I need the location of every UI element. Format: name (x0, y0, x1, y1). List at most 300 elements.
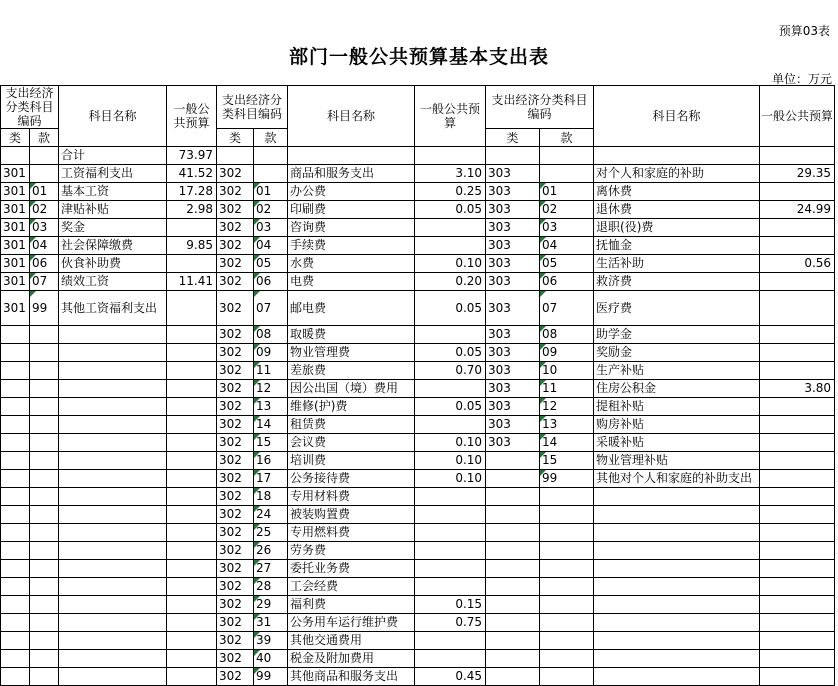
table-row (1, 219, 835, 237)
cell-b-lei: 302 (217, 488, 254, 506)
cell-c-kuan: 02 (540, 201, 594, 219)
cell-c-name: 救济费 (594, 273, 760, 291)
cell-b-name: 工会经费 (288, 578, 415, 596)
cell-b-lei: 302 (217, 596, 254, 614)
cell-c-amount (760, 273, 835, 291)
cell-a-kuan (30, 560, 59, 578)
cell-b-lei: 302 (217, 255, 254, 273)
cell-a-kuan (30, 452, 59, 470)
cell-b-kuan: 03 (254, 219, 288, 237)
table-row (1, 380, 835, 398)
cell-c-lei: 303 (486, 273, 540, 291)
cell-b-amount (415, 326, 486, 344)
cell-a-kuan (30, 398, 59, 416)
cell-c-kuan: 04 (540, 237, 594, 255)
cell-c-kuan (540, 596, 594, 614)
cell-c-amount (760, 434, 835, 452)
cell-a-name: 基本工资 (59, 183, 167, 201)
cell-c-amount (760, 291, 835, 326)
cell-a-name (59, 344, 167, 362)
header-row-1 (1, 86, 835, 129)
cell-a-amount: 2.98 (167, 201, 217, 219)
table-row (1, 650, 835, 668)
cell-b-name: 差旅费 (288, 362, 415, 380)
cell-c-kuan (540, 614, 594, 632)
cell-a-amount (167, 344, 217, 362)
cell-b-name: 委托业务费 (288, 560, 415, 578)
cell-a-kuan (30, 614, 59, 632)
cell-a-lei (1, 147, 30, 165)
cell-c-kuan (540, 650, 594, 668)
cell-a-amount (167, 362, 217, 380)
cell-c-lei: 303 (486, 201, 540, 219)
budget-table (0, 85, 835, 686)
cell-b-kuan: 17 (254, 470, 288, 488)
cell-b-name: 商品和服务支出 (288, 165, 415, 183)
cell-c-name: 离休费 (594, 183, 760, 201)
cell-b-kuan: 13 (254, 398, 288, 416)
cell-b-amount (415, 524, 486, 542)
cell-b-kuan: 08 (254, 326, 288, 344)
cell-c-amount (760, 632, 835, 650)
cell-c-kuan (540, 668, 594, 686)
cell-b-lei: 302 (217, 614, 254, 632)
cell-c-lei: 303 (486, 237, 540, 255)
cell-a-amount (167, 219, 217, 237)
cell-a-kuan (30, 632, 59, 650)
cell-a-name: 伙食补助费 (59, 255, 167, 273)
cell-c-lei: 303 (486, 434, 540, 452)
form-number: 预算03表 (778, 24, 830, 38)
cell-a-lei (1, 542, 30, 560)
cell-a-lei (1, 416, 30, 434)
cell-a-amount (167, 614, 217, 632)
cell-b-lei: 302 (217, 524, 254, 542)
table-row (1, 183, 835, 201)
cell-b-name: 因公出国（境）费用 (288, 380, 415, 398)
cell-a-amount (167, 470, 217, 488)
cell-a-lei: 301 (1, 273, 30, 291)
cell-b-lei: 302 (217, 362, 254, 380)
cell-c-lei (486, 560, 540, 578)
cell-b-amount: 0.10 (415, 470, 486, 488)
cell-c-lei: 303 (486, 255, 540, 273)
cell-a-name (59, 452, 167, 470)
cell-b-lei: 302 (217, 344, 254, 362)
cell-c-amount (760, 362, 835, 380)
cell-c-kuan: 15 (540, 452, 594, 470)
cell-a-lei (1, 668, 30, 686)
cell-a-name (59, 470, 167, 488)
cell-a-amount (167, 542, 217, 560)
cell-b-kuan: 29 (254, 596, 288, 614)
cell-b-kuan: 39 (254, 632, 288, 650)
cell-c-lei: 303 (486, 344, 540, 362)
cell-c-kuan: 09 (540, 344, 594, 362)
cell-c-kuan: 99 (540, 470, 594, 488)
cell-b-name (288, 147, 415, 165)
cell-c-name: 采暖补贴 (594, 434, 760, 452)
cell-c-amount (760, 398, 835, 416)
cell-a-name: 工资福利支出 (59, 165, 167, 183)
table-row (1, 668, 835, 686)
cell-c-name (594, 542, 760, 560)
cell-a-amount (167, 578, 217, 596)
cell-c-amount (760, 578, 835, 596)
cell-b-amount (415, 542, 486, 560)
cell-b-amount (415, 632, 486, 650)
cell-c-amount (760, 326, 835, 344)
cell-c-kuan (540, 524, 594, 542)
cell-c-kuan (540, 147, 594, 165)
cell-b-name: 专用材料费 (288, 488, 415, 506)
cell-a-kuan (30, 650, 59, 668)
cell-c-name: 对个人和家庭的补助 (594, 165, 760, 183)
cell-a-name (59, 488, 167, 506)
table-row (1, 524, 835, 542)
cell-b-lei: 302 (217, 326, 254, 344)
cell-a-amount (167, 291, 217, 326)
cell-b-kuan: 99 (254, 668, 288, 686)
cell-a-kuan (30, 380, 59, 398)
col-amount-a: 一般公共预算 (167, 86, 217, 147)
cell-c-amount (760, 183, 835, 201)
cell-a-kuan (30, 416, 59, 434)
cell-b-name: 福利费 (288, 596, 415, 614)
cell-b-lei: 302 (217, 632, 254, 650)
cell-c-amount (760, 596, 835, 614)
cell-a-name (59, 578, 167, 596)
cell-c-amount (760, 524, 835, 542)
cell-a-lei (1, 524, 30, 542)
cell-c-amount (760, 470, 835, 488)
cell-b-kuan: 07 (254, 291, 288, 326)
cell-a-amount (167, 434, 217, 452)
table-row (1, 165, 835, 183)
cell-b-amount: 0.15 (415, 596, 486, 614)
cell-a-name: 合计 (59, 147, 167, 165)
cell-a-lei (1, 650, 30, 668)
cell-a-kuan: 07 (30, 273, 59, 291)
cell-a-name: 奖金 (59, 219, 167, 237)
cell-a-amount (167, 380, 217, 398)
cell-c-lei: 303 (486, 219, 540, 237)
cell-a-lei (1, 614, 30, 632)
cell-c-kuan: 03 (540, 219, 594, 237)
table-row (1, 506, 835, 524)
cell-b-lei: 302 (217, 560, 254, 578)
cell-c-kuan: 06 (540, 273, 594, 291)
cell-c-name: 退休费 (594, 201, 760, 219)
cell-b-kuan: 06 (254, 273, 288, 291)
cell-b-amount (415, 578, 486, 596)
cell-b-amount: 0.05 (415, 201, 486, 219)
cell-a-amount (167, 416, 217, 434)
col-kuan-b: 款 (254, 129, 288, 147)
cell-b-lei: 302 (217, 650, 254, 668)
cell-c-lei: 303 (486, 380, 540, 398)
cell-b-lei: 302 (217, 183, 254, 201)
cell-c-amount (760, 219, 835, 237)
cell-c-kuan: 01 (540, 183, 594, 201)
col-amount-b: 一般公共预算 (415, 86, 486, 147)
cell-c-kuan (540, 542, 594, 560)
cell-a-amount (167, 326, 217, 344)
table-row (1, 560, 835, 578)
cell-b-name: 被装购置费 (288, 506, 415, 524)
cell-b-amount: 0.20 (415, 273, 486, 291)
cell-b-kuan: 02 (254, 201, 288, 219)
table-row (1, 255, 835, 273)
cell-b-kuan: 40 (254, 650, 288, 668)
cell-b-kuan: 28 (254, 578, 288, 596)
col-code-group-a: 支出经济分类科目编码 (1, 86, 59, 129)
cell-a-name (59, 362, 167, 380)
cell-b-lei: 302 (217, 434, 254, 452)
cell-c-lei: 303 (486, 398, 540, 416)
cell-b-kuan: 16 (254, 452, 288, 470)
cell-a-name (59, 668, 167, 686)
cell-c-lei (486, 596, 540, 614)
cell-c-name: 奖励金 (594, 344, 760, 362)
cell-a-amount (167, 560, 217, 578)
cell-c-name: 住房公积金 (594, 380, 760, 398)
cell-b-amount: 0.05 (415, 398, 486, 416)
cell-a-lei (1, 506, 30, 524)
cell-a-lei (1, 470, 30, 488)
cell-b-name: 培训费 (288, 452, 415, 470)
cell-c-amount (760, 668, 835, 686)
cell-a-lei (1, 380, 30, 398)
cell-a-lei: 301 (1, 219, 30, 237)
col-code-group-b: 支出经济分类科目编码 (217, 86, 288, 129)
page-title: 部门一般公共预算基本支出表 (288, 46, 549, 68)
cell-b-name: 印刷费 (288, 201, 415, 219)
cell-b-lei: 302 (217, 219, 254, 237)
table-row (1, 632, 835, 650)
cell-b-lei: 302 (217, 470, 254, 488)
cell-a-name (59, 434, 167, 452)
cell-b-lei: 302 (217, 237, 254, 255)
cell-a-amount (167, 398, 217, 416)
cell-b-kuan: 26 (254, 542, 288, 560)
cell-b-name: 公务接待费 (288, 470, 415, 488)
cell-a-lei: 301 (1, 201, 30, 219)
col-lei-b: 类 (217, 129, 254, 147)
col-lei-a: 类 (1, 129, 30, 147)
cell-a-name (59, 506, 167, 524)
cell-b-amount: 0.70 (415, 362, 486, 380)
cell-c-lei: 303 (486, 165, 540, 183)
table-row (1, 470, 835, 488)
cell-a-amount: 41.52 (167, 165, 217, 183)
cell-b-kuan: 14 (254, 416, 288, 434)
cell-b-lei: 302 (217, 201, 254, 219)
cell-b-name: 维修(护)费 (288, 398, 415, 416)
table-row (1, 147, 835, 165)
cell-b-lei: 302 (217, 273, 254, 291)
cell-a-lei: 301 (1, 237, 30, 255)
table-row (1, 416, 835, 434)
cell-a-lei: 301 (1, 255, 30, 273)
cell-b-kuan: 01 (254, 183, 288, 201)
table-row (1, 542, 835, 560)
cell-a-lei (1, 596, 30, 614)
cell-c-kuan: 11 (540, 380, 594, 398)
cell-c-name (594, 578, 760, 596)
table-row (1, 344, 835, 362)
cell-c-lei (486, 632, 540, 650)
cell-b-kuan: 27 (254, 560, 288, 578)
cell-a-lei (1, 632, 30, 650)
col-kuan-c: 款 (540, 129, 594, 147)
cell-a-kuan: 01 (30, 183, 59, 201)
cell-c-lei (486, 668, 540, 686)
cell-b-name: 其他商品和服务支出 (288, 668, 415, 686)
cell-a-kuan (30, 165, 59, 183)
cell-b-lei: 302 (217, 452, 254, 470)
col-lei-c: 类 (486, 129, 540, 147)
cell-a-kuan (30, 344, 59, 362)
cell-b-name: 水费 (288, 255, 415, 273)
table-row (1, 201, 835, 219)
cell-a-kuan (30, 668, 59, 686)
table-row (1, 398, 835, 416)
cell-a-kuan: 99 (30, 291, 59, 326)
cell-b-lei: 302 (217, 542, 254, 560)
col-name-a: 科目名称 (59, 86, 167, 147)
cell-c-name: 退职(役)费 (594, 219, 760, 237)
cell-c-kuan (540, 488, 594, 506)
cell-a-name (59, 560, 167, 578)
cell-a-kuan: 04 (30, 237, 59, 255)
cell-a-lei: 301 (1, 183, 30, 201)
cell-b-amount (415, 416, 486, 434)
cell-c-kuan: 07 (540, 291, 594, 326)
cell-a-name: 社会保障缴费 (59, 237, 167, 255)
cell-a-amount (167, 255, 217, 273)
cell-a-lei (1, 326, 30, 344)
cell-b-amount (415, 219, 486, 237)
cell-c-amount: 29.35 (760, 165, 835, 183)
cell-c-name (594, 650, 760, 668)
cell-a-name (59, 380, 167, 398)
cell-b-amount: 0.10 (415, 452, 486, 470)
cell-c-name (594, 488, 760, 506)
cell-b-amount (415, 650, 486, 668)
cell-b-kuan: 04 (254, 237, 288, 255)
cell-c-name: 生活补助 (594, 255, 760, 273)
cell-b-name: 租赁费 (288, 416, 415, 434)
cell-b-name: 其他交通费用 (288, 632, 415, 650)
table-row (1, 291, 835, 326)
cell-b-amount: 0.25 (415, 183, 486, 201)
col-kuan-a: 款 (30, 129, 59, 147)
cell-c-lei (486, 650, 540, 668)
cell-c-amount: 0.56 (760, 255, 835, 273)
cell-b-name: 专用燃料费 (288, 524, 415, 542)
cell-a-amount (167, 650, 217, 668)
cell-a-name: 津贴补贴 (59, 201, 167, 219)
cell-c-lei: 303 (486, 326, 540, 344)
cell-a-kuan (30, 542, 59, 560)
cell-c-amount (760, 560, 835, 578)
cell-a-lei (1, 434, 30, 452)
cell-c-amount (760, 237, 835, 255)
cell-b-lei: 302 (217, 398, 254, 416)
cell-a-name (59, 326, 167, 344)
cell-c-name (594, 596, 760, 614)
cell-c-name: 助学金 (594, 326, 760, 344)
cell-c-amount: 3.80 (760, 380, 835, 398)
cell-c-lei: 303 (486, 416, 540, 434)
cell-b-amount (415, 506, 486, 524)
cell-b-name: 取暖费 (288, 326, 415, 344)
cell-b-name: 手续费 (288, 237, 415, 255)
cell-c-name (594, 614, 760, 632)
cell-b-amount (415, 237, 486, 255)
cell-a-kuan (30, 362, 59, 380)
cell-a-name (59, 614, 167, 632)
cell-c-lei (486, 578, 540, 596)
cell-c-lei (486, 147, 540, 165)
cell-a-kuan: 03 (30, 219, 59, 237)
cell-c-lei (486, 488, 540, 506)
table-row (1, 578, 835, 596)
cell-b-kuan: 18 (254, 488, 288, 506)
cell-b-amount: 0.75 (415, 614, 486, 632)
table-row (1, 596, 835, 614)
cell-c-kuan: 05 (540, 255, 594, 273)
table-row (1, 362, 835, 380)
cell-a-amount: 17.28 (167, 183, 217, 201)
cell-a-lei (1, 362, 30, 380)
cell-b-amount: 0.10 (415, 255, 486, 273)
cell-c-name: 抚恤金 (594, 237, 760, 255)
cell-a-name (59, 416, 167, 434)
cell-c-lei: 303 (486, 183, 540, 201)
cell-c-kuan: 10 (540, 362, 594, 380)
cell-a-name (59, 632, 167, 650)
cell-b-name: 邮电费 (288, 291, 415, 326)
cell-b-lei: 302 (217, 380, 254, 398)
cell-b-lei (217, 147, 254, 165)
cell-b-amount (415, 560, 486, 578)
unit-label: 单位：万元 (771, 72, 832, 86)
cell-b-amount (415, 380, 486, 398)
cell-c-name: 物业管理补贴 (594, 452, 760, 470)
cell-c-name: 医疗费 (594, 291, 760, 326)
cell-a-amount: 9.85 (167, 237, 217, 255)
cell-c-name (594, 632, 760, 650)
cell-a-name (59, 596, 167, 614)
cell-b-amount (415, 147, 486, 165)
cell-b-name: 物业管理费 (288, 344, 415, 362)
table-row (1, 452, 835, 470)
table-row (1, 273, 835, 291)
cell-b-lei: 302 (217, 578, 254, 596)
cell-b-name: 办公费 (288, 183, 415, 201)
col-name-b: 科目名称 (288, 86, 415, 147)
cell-a-kuan (30, 578, 59, 596)
col-code-group-c: 支出经济分类科目编码 (486, 86, 594, 129)
cell-a-name (59, 542, 167, 560)
cell-a-name (59, 398, 167, 416)
cell-c-name (594, 668, 760, 686)
cell-a-kuan: 02 (30, 201, 59, 219)
cell-c-amount (760, 452, 835, 470)
cell-a-amount (167, 488, 217, 506)
